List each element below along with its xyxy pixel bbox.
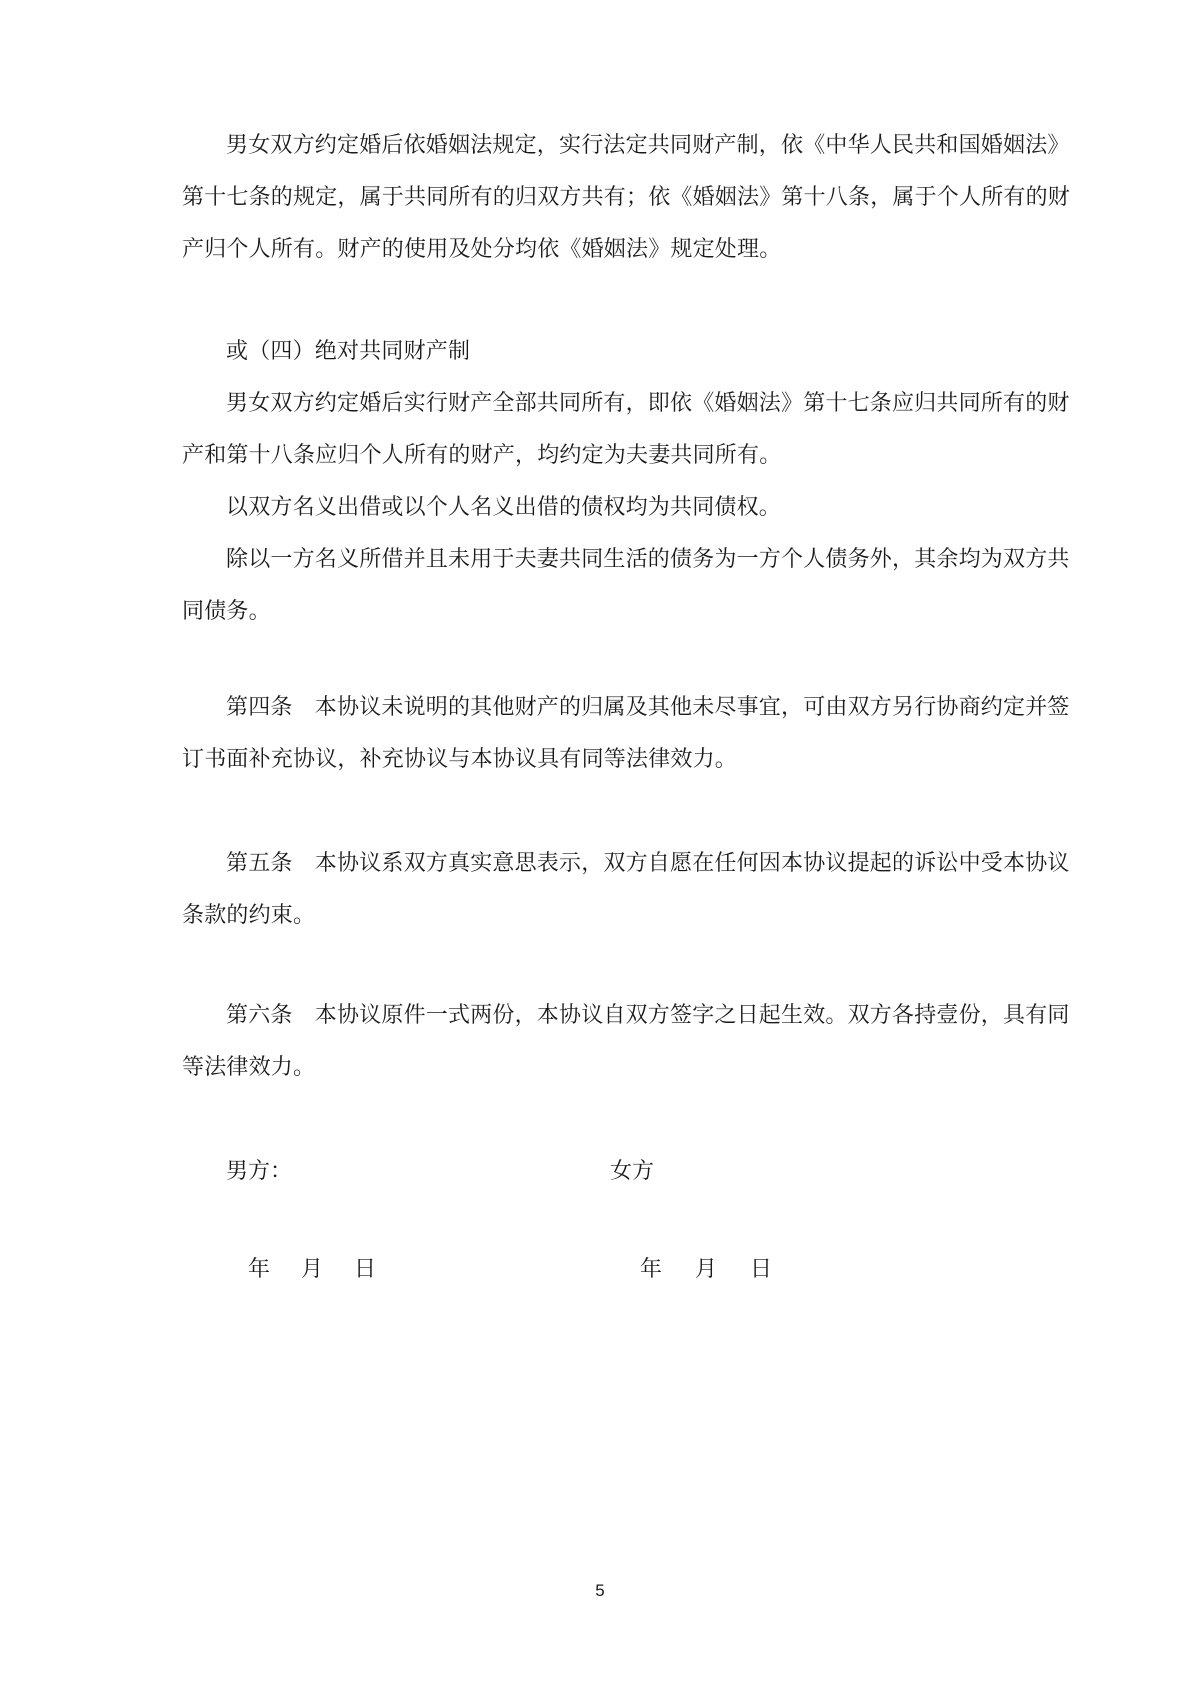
article-4-line-1: 第四条 本协议未说明的其他财产的归属及其他未尽事宜，可由双方另行协商约定并签 — [226, 695, 1070, 720]
female-date-year: 年 — [640, 1257, 663, 1282]
male-date-day: 日 — [354, 1257, 377, 1282]
article-5-line-2: 条款的约束。 — [182, 903, 316, 928]
paragraph-3-line-2: 产和第十八条应归个人所有的财产，均约定为夫妻共同所有。 — [182, 443, 782, 468]
paragraph-5-line-2: 同债务。 — [182, 599, 271, 624]
male-party-label: 男方： — [226, 1159, 293, 1184]
page-number: 5 — [595, 1581, 605, 1600]
article-6-line-2: 等法律效力。 — [182, 1055, 316, 1080]
paragraph-4-line-1: 以双方名义出借或以个人名义出借的债权均为共同债权。 — [226, 495, 782, 520]
male-date — [248, 1254, 376, 1286]
section-heading-absolute-community: 或（四）绝对共同财产制 — [226, 339, 471, 364]
paragraph-1-line-3: 产归个人所有。财产的使用及处分均依《婚姻法》规定处理。 — [182, 237, 782, 262]
article-4-line-2: 订书面补充协议，补充协议与本协议具有同等法律效力。 — [182, 747, 738, 772]
female-party-label: 女方 — [610, 1159, 655, 1184]
male-date-month: 月 — [301, 1257, 324, 1282]
female-date-day: 日 — [750, 1257, 773, 1282]
paragraph-1-line-2: 第十七条的规定，属于共同所有的归双方共有；依《婚姻法》第十八条，属于个人所有的财 — [182, 185, 1071, 210]
paragraph-5-line-1: 除以一方名义所借并且未用于夫妻共同生活的债务为一方个人债务外，其余均为双方共 — [226, 547, 1070, 572]
female-date-month: 月 — [695, 1257, 718, 1282]
paragraph-3-line-1: 男女双方约定婚后实行财产全部共同所有，即依《婚姻法》第十七条应归共同所有的财 — [226, 391, 1070, 416]
female-date — [640, 1254, 772, 1286]
paragraph-1-line-1: 男女双方约定婚后依婚姻法规定，实行法定共同财产制，依《中华人民共和国婚姻法》 — [226, 133, 1070, 158]
article-6-line-1: 第六条 本协议原件一式两份，本协议自双方签字之日起生效。双方各持壹份，具有同 — [226, 1003, 1070, 1028]
male-date-year: 年 — [248, 1257, 271, 1282]
article-5-line-1: 第五条 本协议系双方真实意思表示，双方自愿在任何因本协议提起的诉讼中受本协议 — [226, 851, 1070, 876]
